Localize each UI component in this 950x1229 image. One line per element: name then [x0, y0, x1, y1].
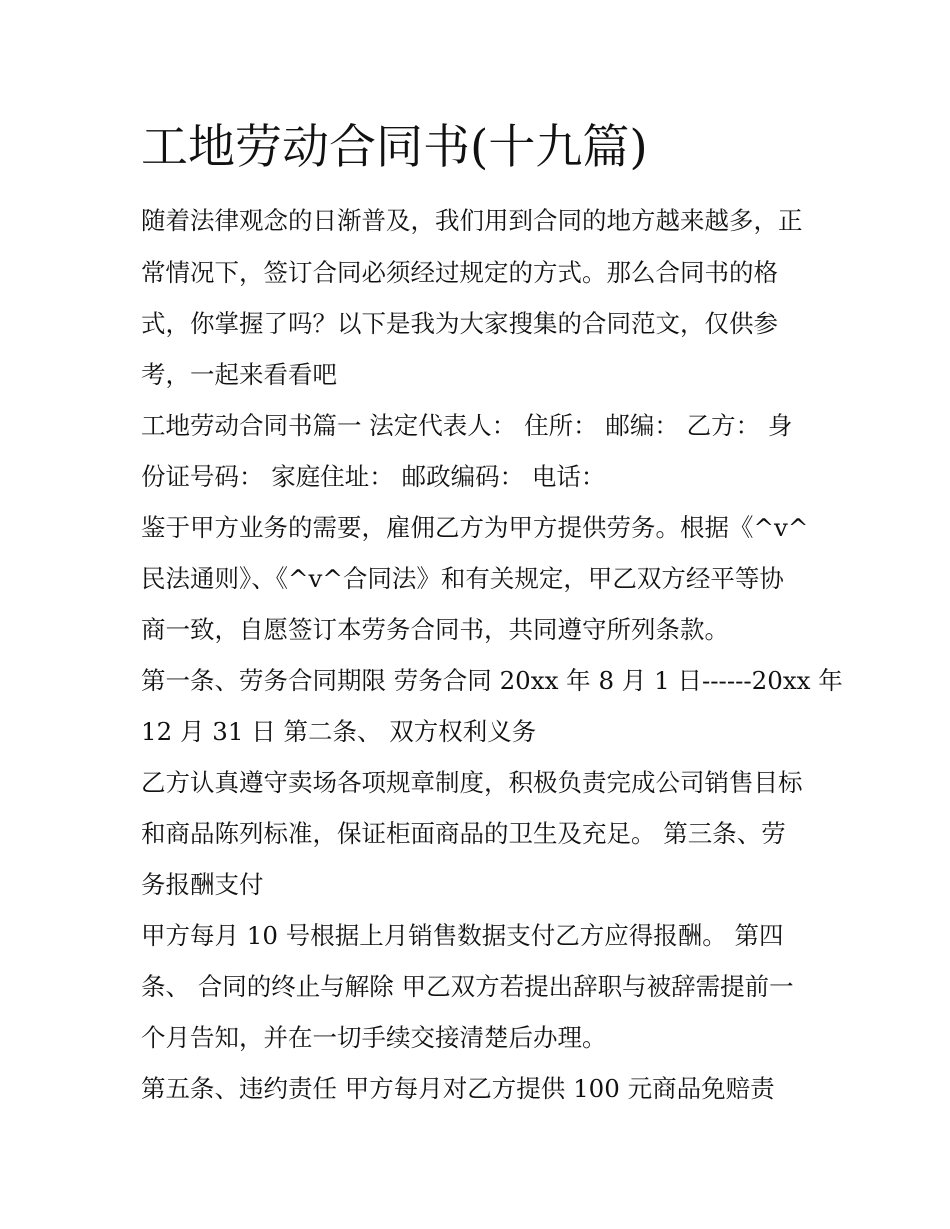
paragraph-line: 考，一起来看看吧 [141, 360, 337, 389]
paragraph-line: 条、 合同的终止与解除 甲乙双方若提出辞职与被辞需提前一 [141, 972, 794, 1001]
paragraph-line: 商一致，自愿签订本劳务合同书，共同遵守所列条款。 [141, 615, 729, 644]
paragraph-line: 工地劳动合同书篇一 法定代表人： 住所： 邮编： 乙方： 身 [141, 411, 793, 440]
paragraph-line: 乙方认真遵守卖场各项规章制度，积极负责完成公司销售目标 [141, 768, 803, 797]
paragraph-line: 式，你掌握了吗？以下是我为大家搜集的合同范文，仅供参 [141, 309, 778, 338]
document-title: 工地劳动合同书(十九篇) [141, 120, 648, 175]
paragraph-line: 12 月 31 日 第二条、 双方权利义务 [141, 717, 537, 746]
paragraph-line: 第五条、违约责任 甲方每月对乙方提供 100 元商品免赔责 [141, 1074, 775, 1103]
paragraph-line: 随着法律观念的日渐普及，我们用到合同的地方越来越多，正 [141, 206, 803, 235]
paragraph-line: 常情况下，签订合同必须经过规定的方式。那么合同书的格 [141, 258, 778, 287]
paragraph-line: 份证号码： 家庭住址： 邮政编码： 电话： [141, 462, 606, 491]
paragraph-line: 甲方每月 10 号根据上月销售数据支付乙方应得报酬。 第四 [141, 921, 784, 950]
paragraph-line: 鉴于甲方业务的需要，雇佣乙方为甲方提供劳务。根据《^v^ [141, 513, 809, 542]
paragraph-line: 个月告知，并在一切手续交接清楚后办理。 [141, 1023, 607, 1052]
paragraph-line: 民法通则》、《^v^合同法》和有关规定，甲乙双方经平等协 [141, 564, 784, 593]
paragraph-line: 和商品陈列标准，保证柜面商品的卫生及充足。 第三条、劳 [141, 819, 786, 848]
paragraph-line: 第一条、劳务合同期限 劳务合同 20xx 年 8 月 1 日------20xx 年 [141, 666, 843, 695]
paragraph-line: 务报酬支付 [141, 870, 264, 899]
